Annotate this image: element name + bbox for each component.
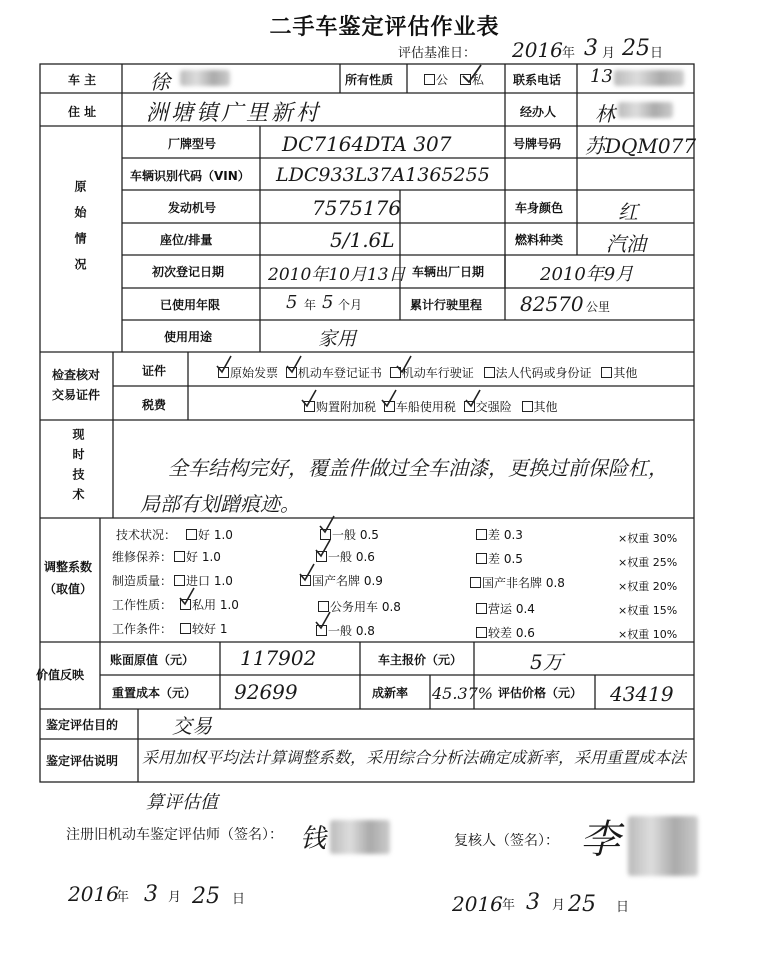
agent-value: 林 [595, 102, 615, 126]
adjust-3-opt-0: 私用 1.0 [192, 598, 239, 612]
plate-label: 号牌号码 [513, 137, 562, 151]
book-value-label: 账面原值（元） [110, 653, 195, 667]
explanation-line2: 算评估值 [146, 792, 218, 813]
address-value: 洲塘镇广里新村 [146, 101, 322, 126]
base-date-label: 评估基准日： [398, 46, 477, 61]
seats-value: 5/1.6L [330, 228, 395, 252]
appraiser-signature: 钱 [300, 824, 327, 854]
used-years-months-unit: 个月 [338, 298, 363, 312]
adjust-row-0-label: 技术状况： [116, 528, 177, 542]
date-right-y: 年 [502, 898, 516, 913]
adjust-0-opt-1: 一般 0.5 [332, 528, 379, 542]
adjust-2-checkbox-2 [470, 577, 481, 588]
adjust-row-3-label: 工作性质： [112, 598, 173, 612]
owner-redaction [180, 70, 230, 86]
tech-text-line1: 全车结构完好，覆盖件做过全车油漆，更换过前保险杠， [168, 456, 668, 480]
adjust-row-2-label: 制造质量： [112, 574, 173, 588]
explanation-line1: 采用加权平均法计算调整系数，采用综合分析法确定成新率，采用重置成本法 [142, 748, 687, 767]
date-left-month: 3 [144, 882, 158, 907]
owner-label: 车 主 [68, 73, 97, 87]
adjust-3-checkbox-2 [476, 603, 487, 614]
tech-text-line2: 局部有划蹭痕迹。 [140, 492, 300, 516]
cert-item-3: 法人代码或身份证 [495, 366, 592, 380]
original-section-label: 原始情况 [73, 180, 87, 284]
factory-date-value: 2010年9月 [540, 264, 634, 285]
adjust-2-weight: ×权重 20% [618, 580, 678, 593]
first-reg-value: 2010年10月13日 [268, 265, 406, 285]
date-right-m: 月 [552, 898, 566, 913]
taxes-label: 税费 [142, 398, 167, 412]
owner-quote-value: 5万 [530, 650, 563, 674]
docs-section-line2: 交易证件 [52, 388, 101, 402]
adjust-4-checkbox-2 [476, 627, 487, 638]
color-value: 红 [618, 200, 638, 224]
owner-value: 徐 [150, 70, 170, 94]
value-section-label: 价值反映 [36, 668, 85, 682]
cert-checkbox-4 [601, 367, 612, 378]
adjust-1-opt-2: 差 0.5 [488, 552, 523, 566]
adjust-2-opt-1: 国产名牌 0.9 [312, 574, 383, 588]
date-left-year: 2016 [68, 882, 119, 906]
appraisal-price-label: 评估价格（元） [498, 686, 583, 700]
cert-item-1: 机动车登记证书 [297, 366, 382, 380]
agent-label: 经办人 [520, 105, 557, 119]
phone-label: 联系电话 [513, 73, 562, 87]
address-label: 住 址 [68, 105, 97, 119]
date-right-month: 3 [526, 890, 540, 915]
adjust-4-opt-1: 一般 0.8 [328, 624, 375, 638]
adjust-3-opt-1: 公务用车 0.8 [330, 600, 401, 614]
base-date-m: 月 [602, 46, 616, 61]
base-date-y: 年 [562, 46, 576, 61]
tax-check-marks-icon [300, 388, 500, 412]
engine-value: 7575176 [312, 196, 402, 220]
date-left-m: 月 [168, 890, 182, 905]
adjust-row-1-label: 维修保养： [112, 550, 173, 564]
factory-date-label: 车辆出厂日期 [412, 265, 485, 279]
ownership-private: 私 [471, 73, 484, 87]
certificates-label: 证件 [142, 364, 167, 378]
tax-item-0: 购置附加税 [316, 400, 377, 414]
ownership-label: 所有性质 [345, 73, 394, 87]
owner-quote-label: 车主报价（元） [378, 653, 463, 667]
appraiser-redaction [330, 820, 390, 854]
adjust-1-opt-0: 好 1.0 [186, 550, 221, 564]
base-date-year: 2016 [512, 38, 563, 62]
base-date-month: 3 [584, 36, 598, 61]
date-right-day: 25 [568, 892, 596, 917]
ownership-public: 公 [436, 73, 449, 87]
cert-check-marks-icon [215, 354, 515, 378]
fuel-label: 燃料种类 [515, 233, 564, 247]
form-title: 二手车鉴定评估作业表 [269, 15, 500, 40]
model-label: 厂牌型号 [168, 137, 217, 151]
usage-label: 使用用途 [164, 330, 213, 344]
adjust-1-checkbox-2 [476, 553, 487, 564]
mileage-unit: 公里 [586, 300, 611, 314]
adjust-1-opt-1: 一般 0.6 [328, 550, 375, 564]
adjust-3-opt-2: 营运 0.4 [488, 602, 535, 616]
cert-item-2: 机动车行驶证 [401, 366, 474, 380]
tax-item-3: 其他 [533, 400, 558, 414]
seats-label: 座位/排量 [160, 233, 213, 247]
base-date-d: 日 [650, 46, 664, 61]
adjust-3-weight: ×权重 15% [618, 604, 678, 617]
tax-item-2: 交强险 [475, 400, 512, 414]
tax-item-1: 车船使用税 [395, 400, 456, 414]
date-left-day: 25 [192, 884, 220, 909]
purpose-value: 交易 [172, 714, 212, 738]
engine-label: 发动机号 [168, 201, 217, 215]
used-years-label: 已使用年限 [160, 298, 221, 312]
adjust-4-weight: ×权重 10% [618, 628, 678, 641]
plate-value: 苏DQM077 [585, 134, 697, 158]
appraiser-label: 注册旧机动车鉴定评估师（签名）： [66, 827, 283, 843]
used-years-years: 5 [286, 292, 298, 313]
cert-item-0: 原始发票 [230, 366, 279, 380]
mileage-label: 累计行驶里程 [410, 298, 483, 312]
date-left-d: 日 [232, 892, 246, 907]
first-reg-label: 初次登记日期 [152, 265, 225, 279]
reviewer-redaction [628, 816, 698, 876]
adjust-0-checkbox-2 [476, 529, 487, 540]
color-label: 车身颜色 [515, 201, 564, 215]
adjust-0-weight: ×权重 30% [618, 532, 678, 545]
docs-section-line1: 检查核对 [52, 368, 101, 382]
adjust-check-marks-icon [170, 512, 370, 642]
mileage-value: 82570 [520, 292, 584, 316]
replacement-cost-value: 92699 [234, 680, 298, 704]
book-value-value: 117902 [240, 646, 317, 670]
base-date-day: 25 [622, 36, 650, 61]
check-mark-private-icon [460, 62, 484, 86]
used-years-years-unit: 年 [304, 298, 317, 312]
date-left-y: 年 [116, 890, 130, 905]
replacement-cost-label: 重置成本（元） [112, 686, 197, 700]
date-right-d: 日 [616, 900, 630, 915]
purpose-label: 鉴定评估目的 [46, 718, 119, 732]
phone-value: 13 [590, 66, 613, 87]
adjust-2-opt-2: 国产非名牌 0.8 [482, 576, 565, 590]
adjust-2-opt-0: 进口 1.0 [186, 574, 233, 588]
newness-value: 45.37% [432, 684, 494, 703]
appraisal-price-value: 43419 [610, 682, 674, 706]
agent-redaction [618, 102, 673, 118]
cert-item-4: 其他 [613, 366, 638, 380]
adjust-4-opt-0: 较好 1 [192, 622, 228, 636]
adjust-row-4-label: 工作条件： [112, 622, 173, 636]
date-right-year: 2016 [452, 892, 503, 916]
explanation-label: 鉴定评估说明 [46, 754, 119, 768]
adjust-4-opt-2: 较差 0.6 [488, 626, 535, 640]
usage-value: 家用 [318, 328, 357, 350]
adjust-0-opt-2: 差 0.3 [488, 528, 523, 542]
tax-checkbox-3 [522, 401, 533, 412]
vin-value: LDC933L37A1365255 [276, 164, 490, 186]
reviewer-label: 复核人（签名）： [454, 833, 559, 849]
phone-redaction [614, 70, 684, 86]
checkbox-public [424, 74, 435, 85]
adjust-section-line1: 调整系数 [44, 560, 93, 574]
vin-label: 车辆识别代码（VIN） [130, 169, 250, 183]
adjust-1-weight: ×权重 25% [618, 556, 678, 569]
adjust-0-opt-0: 好 1.0 [198, 528, 233, 542]
reviewer-signature: 李 [580, 817, 620, 863]
tech-section-label: 现时技术 [71, 428, 85, 508]
model-value: DC7164DTA 307 [282, 132, 452, 156]
newness-label: 成新率 [372, 686, 409, 700]
fuel-value: 汽油 [606, 232, 646, 256]
used-years-months: 5 [322, 292, 334, 313]
adjust-section-line2: （取值） [44, 582, 93, 596]
